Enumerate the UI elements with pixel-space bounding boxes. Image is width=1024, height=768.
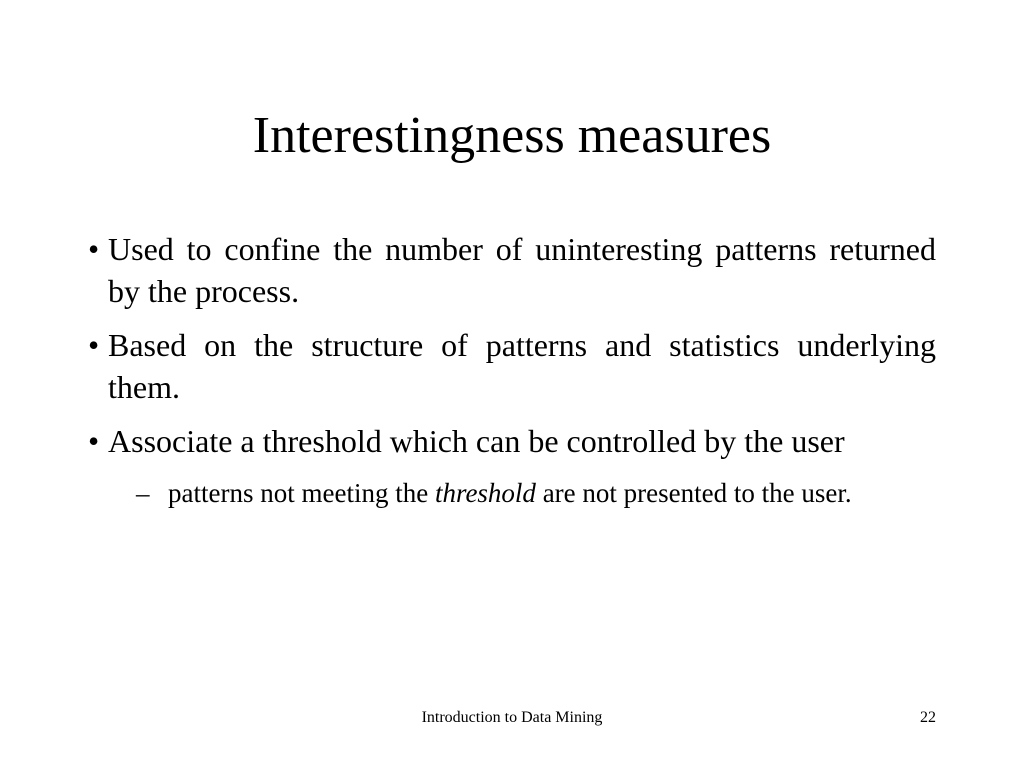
bullet-item-1 (88, 228, 936, 312)
slide-content (88, 228, 936, 512)
bullet-marker: • (88, 231, 100, 267)
bullet-item-3 (88, 420, 936, 462)
subbullet-emphasis: threshold (434, 478, 536, 508)
bullet-text: Based on the structure of patterns and statistics underlying them. (108, 327, 936, 405)
footer-page-number: 22 (920, 709, 936, 726)
bullet-item-2 (88, 324, 936, 408)
bullet-text: Associate a threshold which can be controlled by the user (108, 423, 845, 459)
subbullet-marker: – (136, 478, 150, 508)
bullet-text: Used to confine the number of uninteresting patterns returned by the process. (108, 231, 936, 309)
subbullet-text-before: patterns not meeting the (168, 478, 435, 508)
footer-course: Introduction to Data Mining (421, 709, 603, 726)
bullet-marker: • (88, 327, 100, 363)
subbullet-text-after: are not presented to the user. (535, 478, 852, 508)
subbullet-item (136, 474, 936, 512)
slide-title: Interestingness measures (252, 107, 772, 164)
bullet-marker: • (88, 423, 100, 459)
